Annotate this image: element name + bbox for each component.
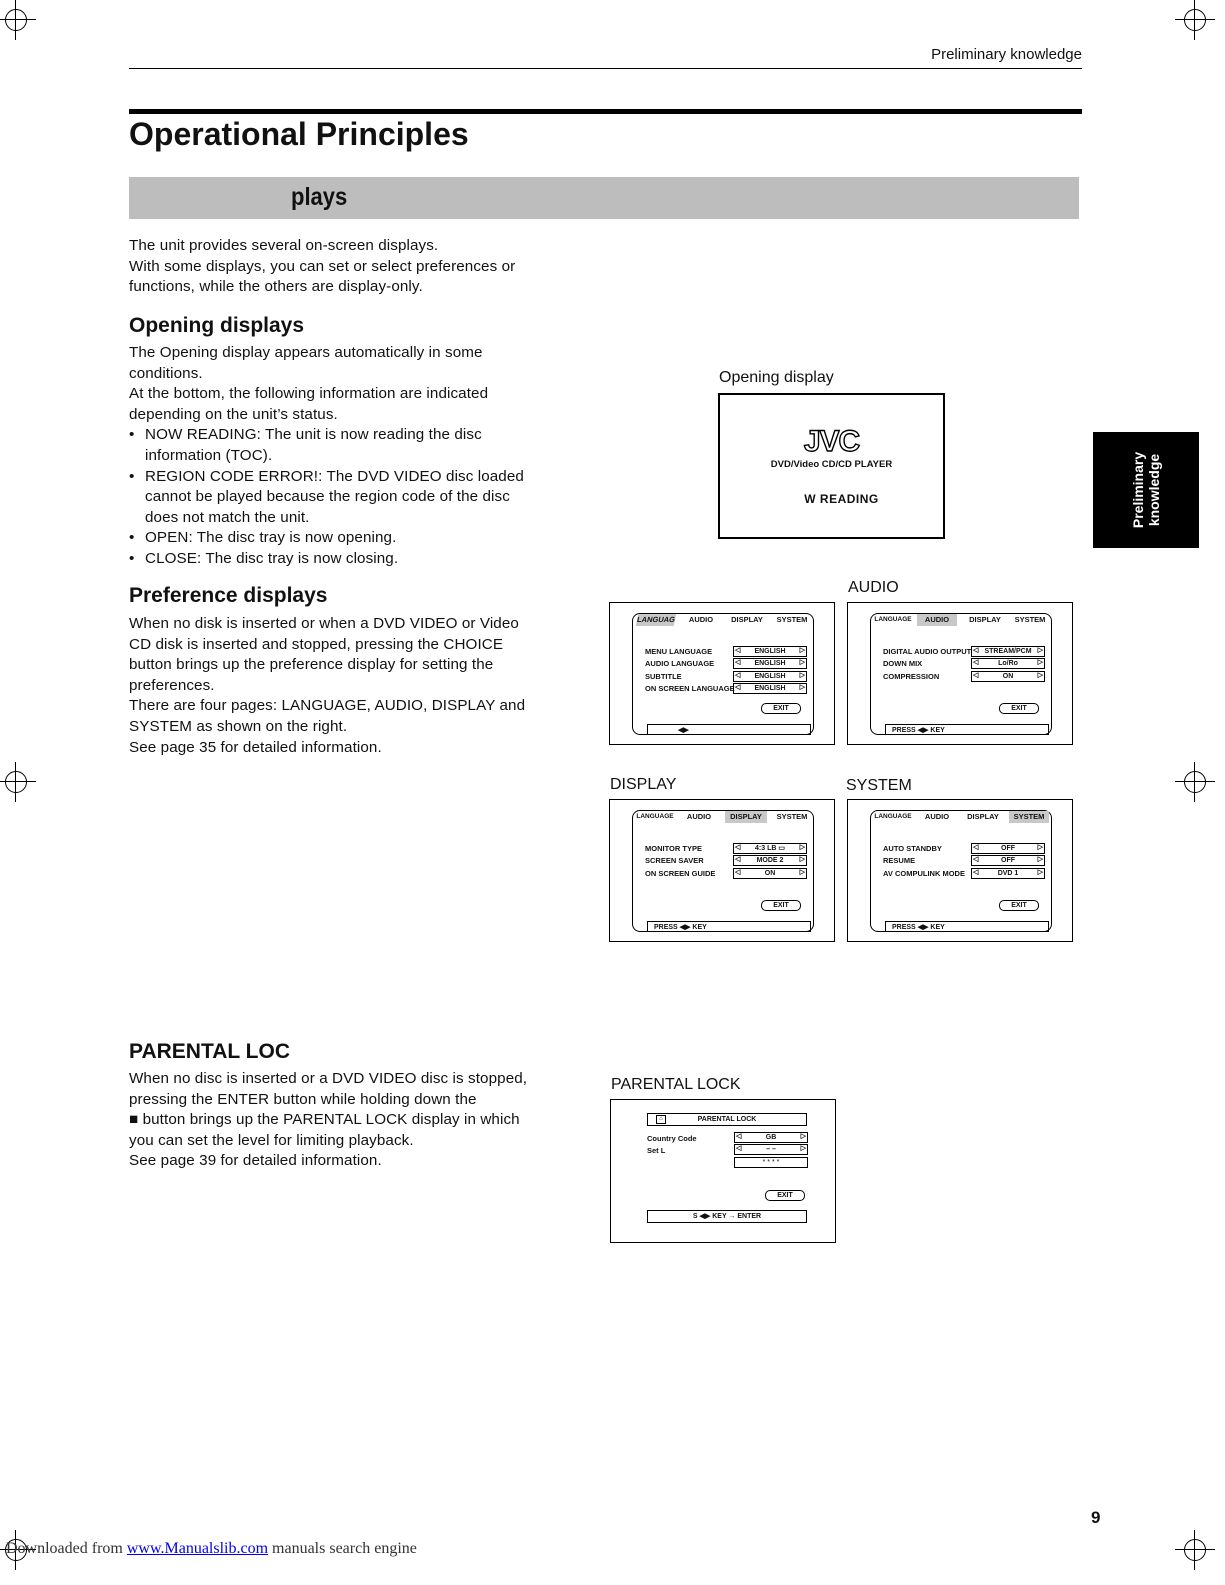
key-hint-bar: PRESS ◀▶ KEY bbox=[885, 921, 1049, 932]
bullet-item bbox=[129, 467, 569, 529]
bullet-item bbox=[129, 528, 569, 549]
key-hint-bar: PRESS ◀▶ KEY bbox=[647, 921, 811, 932]
setting-label: AV COMPULINK MODE bbox=[883, 869, 965, 878]
preference-line: See page 35 for detailed information. bbox=[129, 738, 382, 756]
tab-audio[interactable]: AUDIO bbox=[924, 812, 950, 821]
key-hint-bar: S ◀▶ KEY → ENTER bbox=[647, 1210, 807, 1223]
page-title: Operational Principles bbox=[129, 116, 469, 152]
key-hint-bar: PRESS ◀▶ KEY bbox=[885, 724, 1049, 735]
preference-line: preferences. bbox=[129, 676, 215, 694]
side-tab-text bbox=[1130, 452, 1162, 528]
bullet-line: does not match the unit. bbox=[145, 508, 310, 526]
setting-label: Country Code bbox=[647, 1134, 697, 1143]
footer-prefix: Downloaded from bbox=[6, 1540, 127, 1557]
bullet-line: • NOW READING: The unit is now reading the disc bbox=[145, 426, 482, 444]
opening-display-caption: Opening display bbox=[719, 369, 834, 386]
intro-line: With some displays, you can set or select preferences or bbox=[129, 257, 516, 275]
tab-display[interactable]: DISPLAY bbox=[725, 811, 767, 823]
download-footer bbox=[6, 1540, 417, 1558]
preference-line: CD disk is inserted and stopped, pressing the CHOICE bbox=[129, 635, 504, 653]
side-tab-line: Preliminary bbox=[1130, 451, 1146, 529]
crop-mark-bottom-right bbox=[1175, 1530, 1215, 1570]
bullet-line: cannot be played because the region code of the disc bbox=[145, 488, 510, 506]
setting-label: MONITOR TYPE bbox=[645, 844, 702, 853]
display-menu-frame bbox=[632, 810, 814, 932]
setting-value[interactable]: ◁ OFF ▷ bbox=[971, 843, 1045, 854]
lock-icon: ⌂ bbox=[656, 1115, 666, 1124]
preference-heading: Preference displays bbox=[129, 584, 328, 607]
exit-button[interactable]: EXIT bbox=[999, 703, 1039, 714]
setting-value[interactable]: ◁ MODE 2 ▷ bbox=[733, 855, 807, 866]
setting-label: ON SCREEN GUIDE bbox=[645, 869, 716, 878]
setting-value[interactable]: ◁ 4:3 LB ▭ ▷ bbox=[733, 843, 807, 854]
system-menu-frame bbox=[870, 810, 1052, 932]
setting-value[interactable]: ◁ ON ▷ bbox=[733, 868, 807, 879]
tab-system[interactable]: SYSTEM bbox=[776, 615, 808, 624]
setting-label: AUDIO LANGUAGE bbox=[645, 659, 715, 668]
parental-title-bar bbox=[647, 1113, 807, 1126]
bullet-line: • OPEN: The disc tray is now opening. bbox=[145, 529, 397, 547]
crop-mark-mid-left bbox=[0, 762, 36, 802]
exit-button[interactable]: EXIT bbox=[761, 900, 801, 911]
setting-label: SCREEN SAVER bbox=[645, 856, 704, 865]
bullet-line: • REGION CODE ERROR!: The DVD VIDEO disc loaded bbox=[145, 467, 524, 485]
reading-status: W READING bbox=[804, 492, 879, 506]
opening-line: At the bottom, the following information are indicated bbox=[129, 385, 489, 403]
language-menu-frame bbox=[632, 613, 814, 735]
language-screen bbox=[609, 602, 835, 745]
preference-line: When no disk is inserted or when a DVD VIDEO or Video bbox=[129, 615, 519, 632]
exit-button[interactable]: EXIT bbox=[761, 703, 801, 714]
setting-value[interactable]: ◁ STREAM/PCM ▷ bbox=[971, 646, 1045, 657]
audio-caption: AUDIO bbox=[848, 579, 899, 596]
parental-line: When no disc is inserted or a DVD VIDEO disc is stopped, bbox=[129, 1070, 528, 1087]
crop-mark-top-right bbox=[1175, 0, 1215, 40]
setting-label: Set L bbox=[647, 1146, 666, 1155]
bullet-item bbox=[129, 549, 569, 570]
parental-line: See page 39 for detailed information. bbox=[129, 1152, 382, 1170]
tab-language[interactable]: LANGUAG bbox=[636, 615, 677, 624]
tab-system[interactable]: SYSTEM bbox=[1014, 615, 1046, 624]
section-band bbox=[129, 177, 1079, 219]
tab-language[interactable]: LANGUAGE bbox=[874, 813, 912, 820]
setting-value[interactable]: ◁ OFF ▷ bbox=[971, 855, 1045, 866]
system-caption: SYSTEM bbox=[846, 777, 912, 794]
manualslib-link[interactable]: www.Manualslib.com bbox=[126, 1540, 269, 1557]
setting-value[interactable]: ◁ Lo/Ro ▷ bbox=[971, 658, 1045, 669]
setting-label: RESUME bbox=[883, 856, 916, 865]
password-field[interactable]: * * * * bbox=[734, 1157, 808, 1168]
setting-value[interactable]: ◁ ENGLISH ▷ bbox=[733, 671, 807, 682]
footer-suffix: manuals search engine bbox=[268, 1540, 417, 1557]
setting-value[interactable]: ◁ – – ▷ bbox=[734, 1144, 808, 1155]
opening-display-screen bbox=[718, 393, 945, 539]
parental-text bbox=[129, 1069, 569, 1172]
audio-menu-frame bbox=[870, 613, 1052, 735]
display-screen bbox=[609, 799, 835, 942]
page-number: 9 bbox=[1091, 1508, 1101, 1527]
key-hint-bar: ◀▶ bbox=[647, 724, 811, 735]
parental-line: ■ button brings up the PARENTAL LOCK display in which bbox=[129, 1111, 520, 1129]
header-rule bbox=[129, 68, 1082, 69]
product-name: DVD/Video CD/CD PLAYER bbox=[770, 459, 893, 470]
opening-text bbox=[129, 343, 569, 570]
setting-label: COMPRESSION bbox=[883, 672, 940, 681]
setting-label: ON SCREEN LANGUAGE bbox=[645, 684, 735, 693]
intro-line: functions, while the others are display-only. bbox=[129, 278, 423, 296]
crop-mark-mid-right bbox=[1175, 762, 1215, 802]
audio-screen bbox=[847, 602, 1073, 745]
setting-value[interactable]: ◁ ON ▷ bbox=[971, 671, 1045, 682]
parental-lock-caption: PARENTAL LOCK bbox=[611, 1076, 741, 1093]
running-header: Preliminary knowledge bbox=[931, 46, 1082, 63]
jvc-logo: JVC bbox=[803, 425, 860, 458]
tab-display[interactable]: DISPLAY bbox=[731, 615, 763, 624]
crop-mark-top-left bbox=[0, 0, 36, 40]
setting-label: MENU LANGUAGE bbox=[645, 647, 713, 656]
tab-bar bbox=[633, 811, 813, 825]
side-tab bbox=[1093, 432, 1199, 548]
tab-audio[interactable]: AUDIO bbox=[686, 812, 712, 821]
tab-display[interactable]: DISPLAY bbox=[967, 812, 999, 821]
tab-display[interactable]: DISPLAY bbox=[969, 615, 1001, 624]
section-band-title: plays bbox=[291, 183, 348, 211]
tab-system[interactable]: SYSTEM bbox=[1009, 811, 1049, 823]
setting-value[interactable]: ◁ ENGLISH ▷ bbox=[733, 658, 807, 669]
bullet-item bbox=[129, 425, 569, 466]
setting-label: DIGITAL AUDIO OUTPUT bbox=[883, 647, 972, 656]
tab-audio[interactable]: AUDIO bbox=[688, 615, 714, 624]
setting-label: AUTO STANDBY bbox=[883, 844, 942, 853]
system-screen bbox=[847, 799, 1073, 942]
bullet-line: information (TOC). bbox=[145, 446, 273, 464]
tab-bar bbox=[871, 614, 1051, 628]
intro-line: The unit provides several on-screen displays. bbox=[129, 237, 439, 254]
intro-text bbox=[129, 236, 559, 298]
setting-value[interactable]: ◁ GB ▷ bbox=[734, 1132, 808, 1143]
parental-title: PARENTAL LOCK bbox=[697, 1116, 757, 1123]
display-caption: DISPLAY bbox=[610, 776, 677, 793]
parental-heading: PARENTAL LOC bbox=[129, 1040, 290, 1063]
setting-value[interactable]: ◁ ENGLISH ▷ bbox=[733, 646, 807, 657]
title-rule bbox=[129, 109, 1082, 114]
parental-line: you can set the level for limiting playback. bbox=[129, 1131, 414, 1149]
setting-value[interactable]: ◁ ENGLISH ▷ bbox=[733, 683, 807, 694]
setting-label: DOWN MIX bbox=[883, 659, 923, 668]
parental-line: pressing the ENTER button while holding down the bbox=[129, 1090, 477, 1108]
tab-audio[interactable]: AUDIO bbox=[917, 614, 957, 626]
preference-line: button brings up the preference display for setting the bbox=[129, 656, 494, 674]
tab-bar bbox=[871, 811, 1051, 825]
tab-language[interactable]: LANGUAGE bbox=[874, 616, 912, 623]
opening-line: depending on the unit’s status. bbox=[129, 405, 338, 423]
opening-line: The Opening display appears automatically in some bbox=[129, 344, 483, 361]
preference-text bbox=[129, 614, 569, 758]
exit-button[interactable]: EXIT bbox=[765, 1190, 805, 1201]
setting-value[interactable]: ◁ DVD 1 ▷ bbox=[971, 868, 1045, 879]
preference-line: There are four pages: LANGUAGE, AUDIO, DISPLAY and bbox=[129, 697, 526, 715]
opening-line: conditions. bbox=[129, 364, 203, 382]
setting-label: SUBTITLE bbox=[645, 672, 682, 681]
parental-lock-screen bbox=[610, 1099, 836, 1243]
tab-language[interactable]: LANGUAGE bbox=[636, 813, 674, 820]
opening-bullets bbox=[129, 425, 569, 569]
side-tab-line: knowledge bbox=[1146, 453, 1162, 527]
tab-system[interactable]: SYSTEM bbox=[776, 812, 808, 821]
preference-line: SYSTEM as shown on the right. bbox=[129, 717, 348, 735]
exit-button[interactable]: EXIT bbox=[999, 900, 1039, 911]
bullet-line: • CLOSE: The disc tray is now closing. bbox=[145, 549, 399, 567]
tab-bar bbox=[633, 614, 813, 628]
opening-heading: Opening displays bbox=[129, 314, 305, 337]
